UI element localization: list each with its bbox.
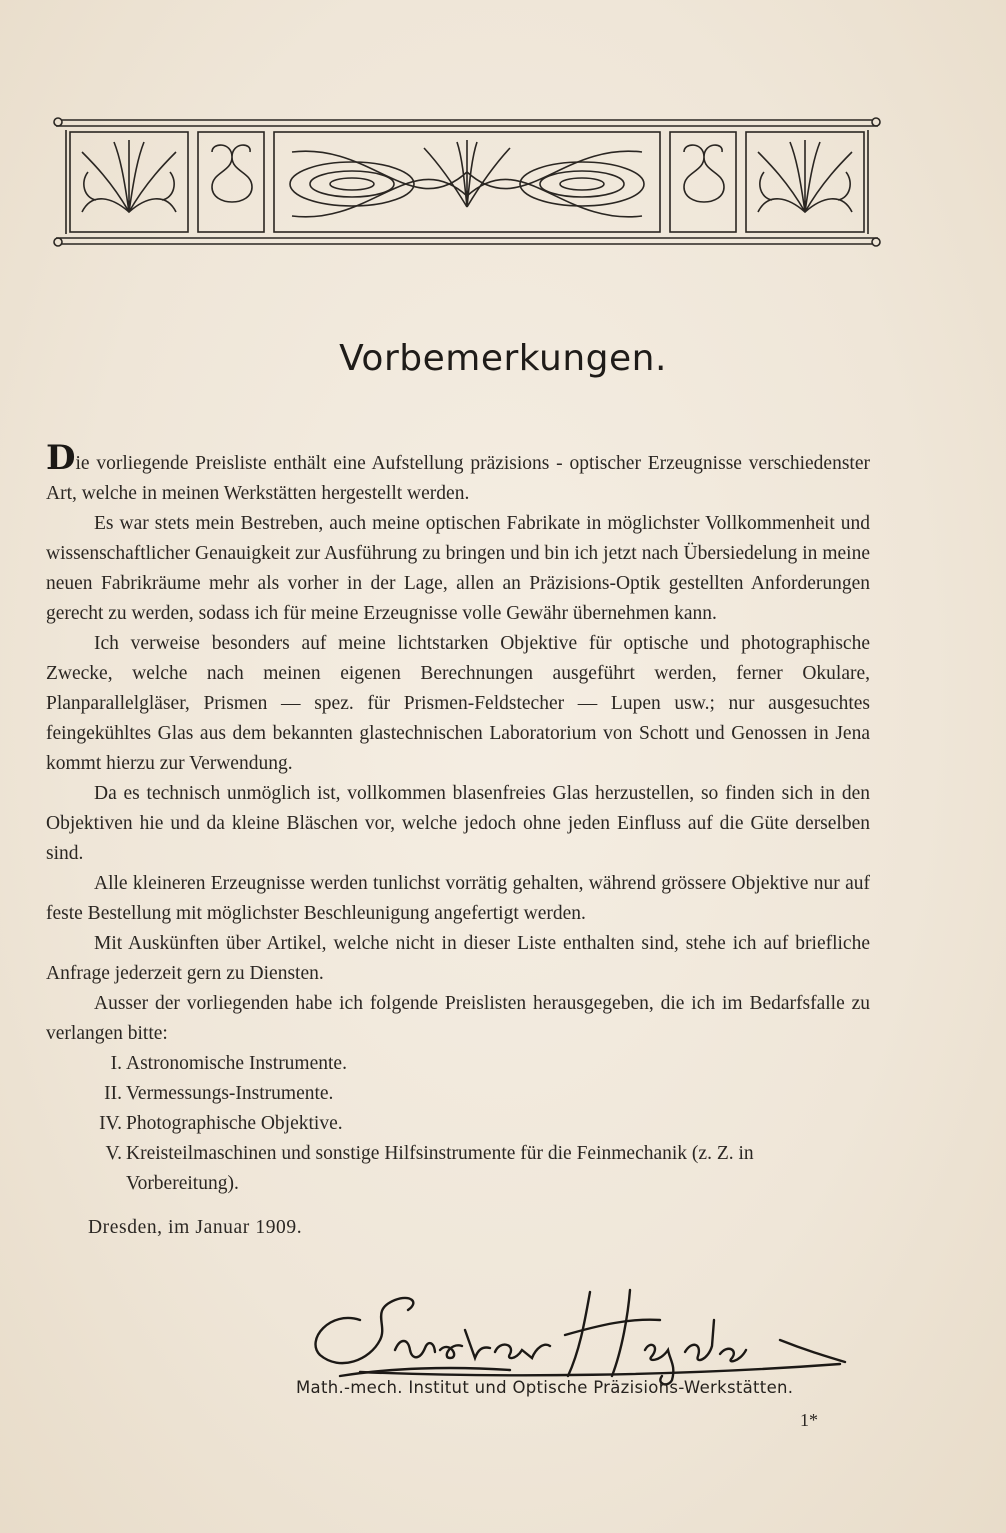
paragraph-objectives: Ich verweise besonders auf meine lichtstarken Objektive für optische und photographische Zwecke, welche nach meinen eigenen Berechnungen ausgeführt werden, ferner Okulare, Planparallelgläser, Prismen — spez. für Prismen-Feldstecher — Lupen usw.; nur ausgesuchtes feingekühltes Glas aus dem bekannten glastechnischen Laboratorium von Schott und Genossen in Jena kommt hierzu zur Verwendung.	[46, 633, 870, 774]
list-item-number: V.	[105, 1143, 122, 1164]
paragraph-stock: Alle kleineren Erzeugnisse werden tunlichst vorrätig gehalten, während grössere Objektive nur auf feste Bestellung mit möglichster Beschleunigung angefertigt werden.	[46, 873, 870, 924]
page-number: 1*	[800, 1410, 818, 1430]
list-item-text: Vermessungs-Instrumente.	[126, 1083, 334, 1104]
list-item	[46, 1109, 870, 1139]
paragraph-endeavor: Es war stets mein Bestreben, auch meine optischen Fabrikate in möglichster Vollkommenheit und wissenschaftlicher Genauigkeit zur Ausführung zu bringen und bin ich jetzt nach Übersiedelung in meine neuen Fabrikräume mehr als vorher in der Lage, allen an Präzisions-Optik gestellten Anforderungen gerecht zu werden, sodass ich für meine Erzeugnisse volle Gewähr übernehmen kann.	[46, 513, 870, 624]
art-nouveau-ornament-banner	[52, 112, 882, 252]
paragraph-intro-text: ie vorliegende Preisliste enthält eine Aufstellung präzisions - optischer Erzeugnisse verschiedenster Art, welche in meinen Werkstätten hergestellt werden.	[46, 453, 870, 504]
list-item	[46, 1049, 870, 1079]
list-item-number: I.	[110, 1053, 122, 1074]
price-list-list	[46, 1049, 870, 1199]
paragraph-bubbles: Da es technisch unmöglich ist, vollkommen blasenfreies Glas herzustellen, so finden sich in den Objektiven hie und da kleine Bläschen vor, welche jedoch ohne jeden Einfluss auf die Güte derselben sind.	[46, 783, 870, 864]
list-item-text: Photographische Objektive.	[126, 1113, 343, 1134]
list-item-text: Astronomische Instrumente.	[126, 1053, 347, 1074]
page-title: Vorbemerkungen.	[339, 338, 667, 379]
paragraph-price-lists: Ausser der vorliegenden habe ich folgende Preislisten herausgegeben, die ich im Bedarfsfalle zu verlangen bitte:	[46, 993, 870, 1044]
list-item-text: Kreisteilmaschinen und sonstige Hilfsinstrumente für die Feinmechanik (z. Z. in Vorbereitung).	[126, 1143, 754, 1194]
handwritten-signature	[300, 1280, 860, 1390]
place-and-date: Dresden, im Januar 1909.	[88, 1217, 303, 1238]
list-item	[46, 1079, 870, 1109]
list-item	[46, 1139, 870, 1199]
paragraph-intro	[46, 438, 870, 509]
institute-line: Math.-mech. Institut und Optische Präzisions-Werkstätten.	[296, 1378, 794, 1397]
body-text	[46, 438, 870, 1243]
paragraph-inquiries: Mit Auskünften über Artikel, welche nicht in dieser Liste enthalten sind, stehe ich auf briefliche Anfrage jederzeit gern zu Diensten.	[46, 933, 870, 984]
list-item-number: II.	[104, 1083, 122, 1104]
list-item-number: IV.	[99, 1113, 122, 1134]
drop-cap: D	[46, 438, 76, 478]
